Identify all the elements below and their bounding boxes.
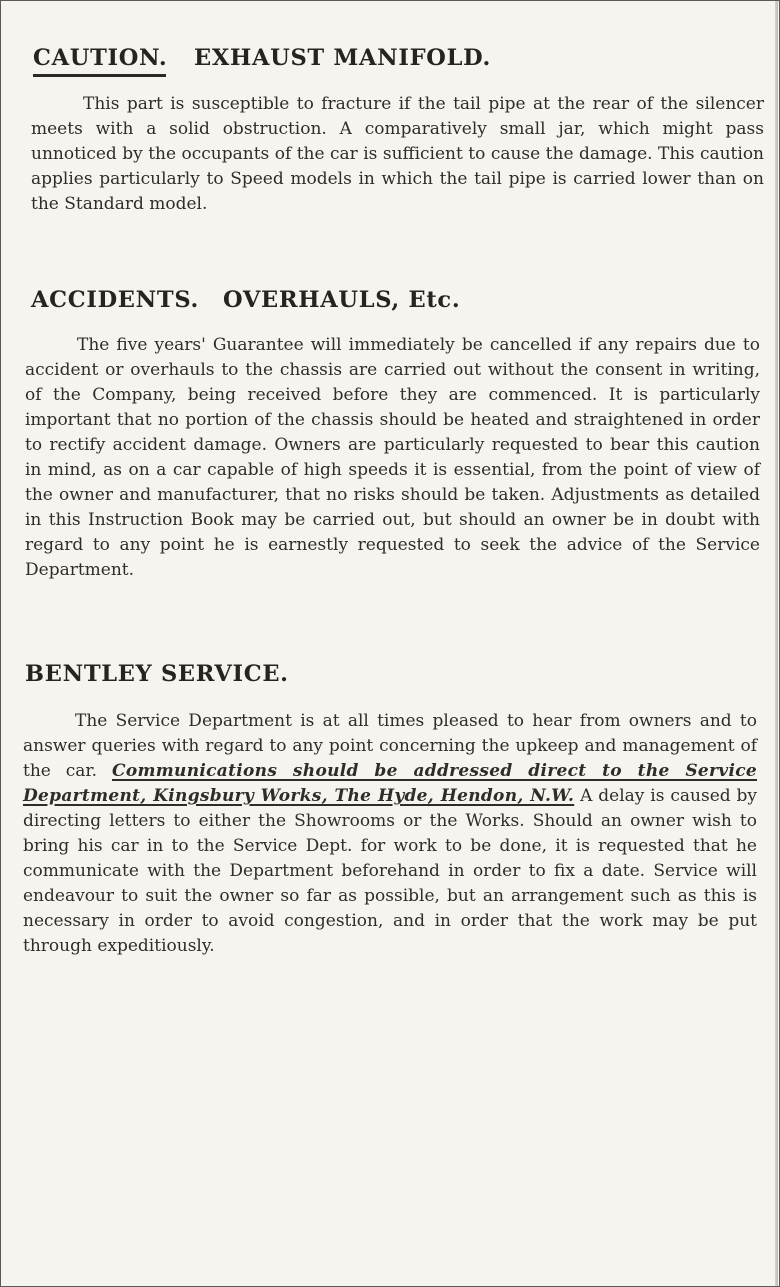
service-text-after: A delay is caused by directing letters to either the Showrooms or the Works. Should an owner wish to bring his car in to the Service Dept. for work to be done, it is requested that he communicate with the Department beforehand in order to fix a date. Service will endeavour to suit the owner so far as possible, but an arrangement such as this is necessary in order to avoid congestion, and in order that the work may be put through expeditiously. bbox=[23, 786, 758, 956]
accidents-heading: ACCIDENTS. bbox=[31, 287, 200, 313]
overhauls-heading: OVERHAULS, Etc. bbox=[223, 287, 461, 313]
service-address-emphasis: Communications should be addressed direct to the Service Department, Kingsbury Works, The Hyde, Hendon, N.W. bbox=[23, 761, 757, 806]
accidents-text: The five years' Guarantee will immediately be cancelled if any repairs due to accident or overhauls to the chassis are carried out without the consent in writing, of the Company, being received before they are commenced. It is particularly important that no portion of the chassis should be heated and straightened in order to rectify accident damage. Owners are particularly requested to bear this caution in mind, as on a car capable of high speeds it is essential, from the point of view of the owner and manufacturer, that no risks should be taken. Adjustments as detailed in this Instruction Book may be carried out, but should an owner be in doubt with regard to any point he is earnestly requested to seek the advice of the Service Department. bbox=[25, 335, 760, 580]
service-text-before: The Service Department is at all times pleased to hear from owners and to answer queries with regard to any point concerning the upkeep and management of the car. bbox=[23, 711, 757, 781]
bentley-service-heading: BENTLEY SERVICE. bbox=[25, 661, 289, 687]
caution-text: This part is susceptible to fracture if the tail pipe at the rear of the silencer meets with a solid obstruction. A comparatively small jar, which might pass unnoticed by the occupants of the car is sufficient to cause the damage. This caution applies particularly to Speed models in which the tail pipe is carried lower than on the Standard model. bbox=[31, 94, 764, 214]
caution-underline bbox=[33, 74, 166, 77]
page-edge-shadow bbox=[775, 1, 778, 1286]
exhaust-manifold-heading: EXHAUST MANIFOLD. bbox=[194, 45, 492, 71]
caution-paragraph bbox=[31, 92, 764, 217]
caution-heading: CAUTION. bbox=[33, 45, 168, 71]
service-paragraph bbox=[23, 709, 757, 959]
accidents-paragraph bbox=[25, 333, 760, 583]
